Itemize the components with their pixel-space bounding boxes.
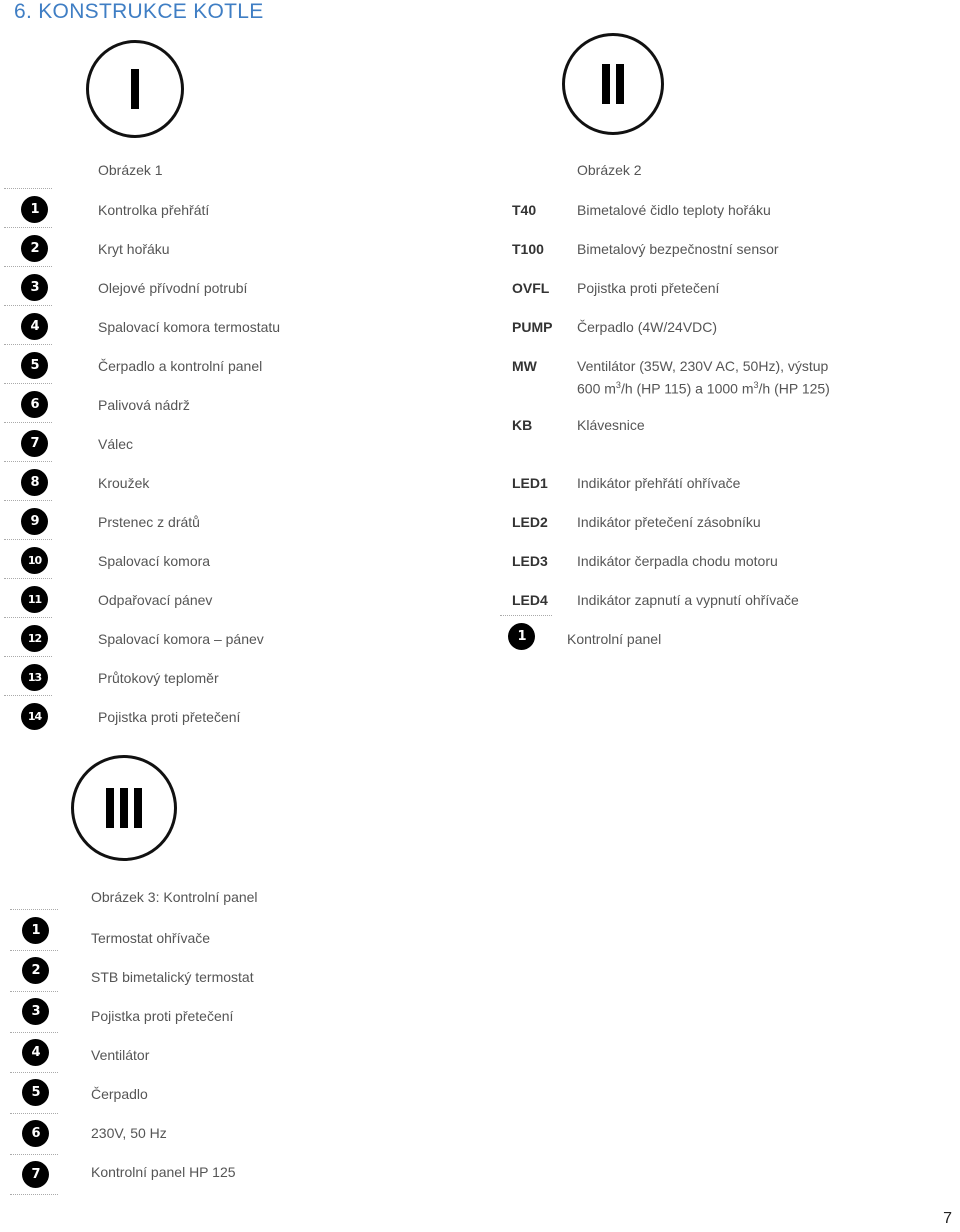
legend-divider bbox=[4, 422, 52, 423]
numeral-bar bbox=[106, 788, 114, 828]
figure-1-item: Odpařovací pánev bbox=[98, 592, 213, 608]
figure-1-item: Spalovací komora bbox=[98, 553, 211, 569]
number-badge-3: 3 bbox=[21, 274, 48, 301]
number-badge-5: 5 bbox=[22, 1079, 49, 1106]
figure-3-symbol bbox=[71, 755, 177, 861]
flow-value-115: 600 m bbox=[577, 380, 616, 397]
number-badge-11: 11 bbox=[21, 586, 48, 613]
figure-2-caption: Obrázek 2 bbox=[577, 162, 642, 178]
legend-divider bbox=[10, 950, 58, 951]
number-badge-2: 2 bbox=[22, 957, 49, 984]
number-badge-2: 2 bbox=[21, 235, 48, 262]
legend-divider bbox=[4, 188, 52, 189]
number-badge-1: 1 bbox=[22, 917, 49, 944]
figure-1-item: Kryt hořáku bbox=[98, 241, 170, 257]
component-description: Klávesnice bbox=[577, 417, 645, 433]
figure-1-item: Průtokový teploměr bbox=[98, 670, 219, 686]
legend-divider bbox=[10, 1032, 58, 1033]
figure-1-item: Kroužek bbox=[98, 475, 150, 491]
component-code: PUMP bbox=[512, 319, 553, 335]
legend-divider bbox=[4, 305, 52, 306]
legend-divider bbox=[4, 461, 52, 462]
number-badge-5: 5 bbox=[21, 352, 48, 379]
component-description-line-2 bbox=[577, 376, 830, 398]
control-panel-label: Kontrolní panel bbox=[567, 631, 662, 647]
numeral-bar bbox=[131, 69, 139, 109]
figure-1-item: Pojistka proti přetečení bbox=[98, 709, 241, 725]
figure-1-item: Spalovací komora – pánev bbox=[98, 631, 264, 647]
component-description: Čerpadlo (4W/24VDC) bbox=[577, 319, 718, 335]
number-badge-3: 3 bbox=[22, 998, 49, 1025]
figure-3-item: Ventilátor bbox=[91, 1047, 150, 1063]
number-badge-13: 13 bbox=[21, 664, 48, 691]
number-badge-6: 6 bbox=[21, 391, 48, 418]
figure-1-item: Spalovací komora termostatu bbox=[98, 319, 281, 335]
legend-divider bbox=[10, 991, 58, 992]
legend-divider bbox=[10, 1154, 58, 1155]
figure-3-item: Čerpadlo bbox=[91, 1086, 148, 1102]
figure-1-item: Kontrolka přehřátí bbox=[98, 202, 210, 218]
legend-divider bbox=[4, 695, 52, 696]
figure-3-item: 230V, 50 Hz bbox=[91, 1125, 167, 1141]
component-code: MW bbox=[512, 358, 537, 374]
legend-divider bbox=[10, 909, 58, 910]
number-badge-8: 8 bbox=[21, 469, 48, 496]
component-description: Bimetalový bezpečnostní sensor bbox=[577, 241, 779, 257]
figure-3-item: Kontrolní panel HP 125 bbox=[91, 1164, 236, 1180]
numeral-bar bbox=[134, 788, 142, 828]
figure-3-item: Pojistka proti přetečení bbox=[91, 1008, 234, 1024]
component-description: Pojistka proti přetečení bbox=[577, 280, 720, 296]
legend-divider bbox=[4, 383, 52, 384]
figure-1-item: Prstenec z drátů bbox=[98, 514, 200, 530]
component-description: Indikátor přetečení zásobníku bbox=[577, 514, 761, 530]
component-code: LED3 bbox=[512, 553, 548, 569]
page-number: 7 bbox=[943, 1210, 952, 1227]
number-badge-7: 7 bbox=[21, 430, 48, 457]
legend-divider bbox=[4, 578, 52, 579]
number-badge-12: 12 bbox=[21, 625, 48, 652]
component-description: Indikátor přehřátí ohřívače bbox=[577, 475, 741, 491]
component-code: OVFL bbox=[512, 280, 550, 296]
component-code: T100 bbox=[512, 241, 544, 257]
numeral-bar bbox=[616, 64, 624, 104]
figure-1-symbol bbox=[86, 40, 184, 138]
component-description: Indikátor čerpadla chodu motoru bbox=[577, 553, 778, 569]
figure-3-item: Termostat ohřívače bbox=[91, 930, 211, 946]
number-badge-1: 1 bbox=[508, 623, 535, 650]
figure-3-caption: Obrázek 3: Kontrolní panel bbox=[91, 889, 258, 905]
legend-divider bbox=[4, 227, 52, 228]
figure-1-item: Válec bbox=[98, 436, 134, 452]
number-badge-9: 9 bbox=[21, 508, 48, 535]
legend-divider bbox=[4, 266, 52, 267]
component-code: LED1 bbox=[512, 475, 548, 491]
figure-1-caption: Obrázek 1 bbox=[98, 162, 163, 178]
section-title: 6. KONSTRUKCE KOTLE bbox=[14, 0, 264, 23]
number-badge-10: 10 bbox=[21, 547, 48, 574]
component-code: KB bbox=[512, 417, 533, 433]
legend-divider bbox=[4, 500, 52, 501]
figure-1-item: Palivová nádrž bbox=[98, 397, 190, 413]
flow-text: /h (HP 115) a 1000 m bbox=[620, 380, 754, 397]
component-description: Ventilátor (35W, 230V AC, 50Hz), výstup bbox=[577, 358, 829, 374]
legend-divider bbox=[4, 539, 52, 540]
number-badge-1: 1 bbox=[21, 196, 48, 223]
number-badge-14: 14 bbox=[21, 703, 48, 730]
legend-divider bbox=[500, 615, 552, 616]
numeral-bar bbox=[602, 64, 610, 104]
component-code: LED2 bbox=[512, 514, 548, 530]
number-badge-4: 4 bbox=[22, 1039, 49, 1066]
figure-1-item: Čerpadlo a kontrolní panel bbox=[98, 358, 263, 374]
numeral-bar bbox=[120, 788, 128, 828]
legend-divider bbox=[10, 1072, 58, 1073]
legend-divider bbox=[10, 1113, 58, 1114]
figure-1-item: Olejové přívodní potrubí bbox=[98, 280, 248, 296]
component-description: Indikátor zapnutí a vypnutí ohřívače bbox=[577, 592, 799, 608]
superscript: 3 bbox=[615, 380, 621, 390]
number-badge-6: 6 bbox=[22, 1120, 49, 1147]
flow-text-end: /h (HP 125) bbox=[758, 380, 830, 397]
legend-divider bbox=[4, 617, 52, 618]
legend-divider bbox=[4, 656, 52, 657]
component-code: T40 bbox=[512, 202, 537, 218]
number-badge-7: 7 bbox=[22, 1161, 49, 1188]
component-description: Bimetalové čidlo teploty hořáku bbox=[577, 202, 771, 218]
legend-divider bbox=[10, 1194, 58, 1195]
component-code: LED4 bbox=[512, 592, 548, 608]
figure-2-symbol bbox=[562, 33, 664, 135]
figure-3-item: STB bimetalický termostat bbox=[91, 969, 254, 985]
superscript: 3 bbox=[753, 380, 759, 390]
number-badge-4: 4 bbox=[21, 313, 48, 340]
legend-divider bbox=[4, 344, 52, 345]
